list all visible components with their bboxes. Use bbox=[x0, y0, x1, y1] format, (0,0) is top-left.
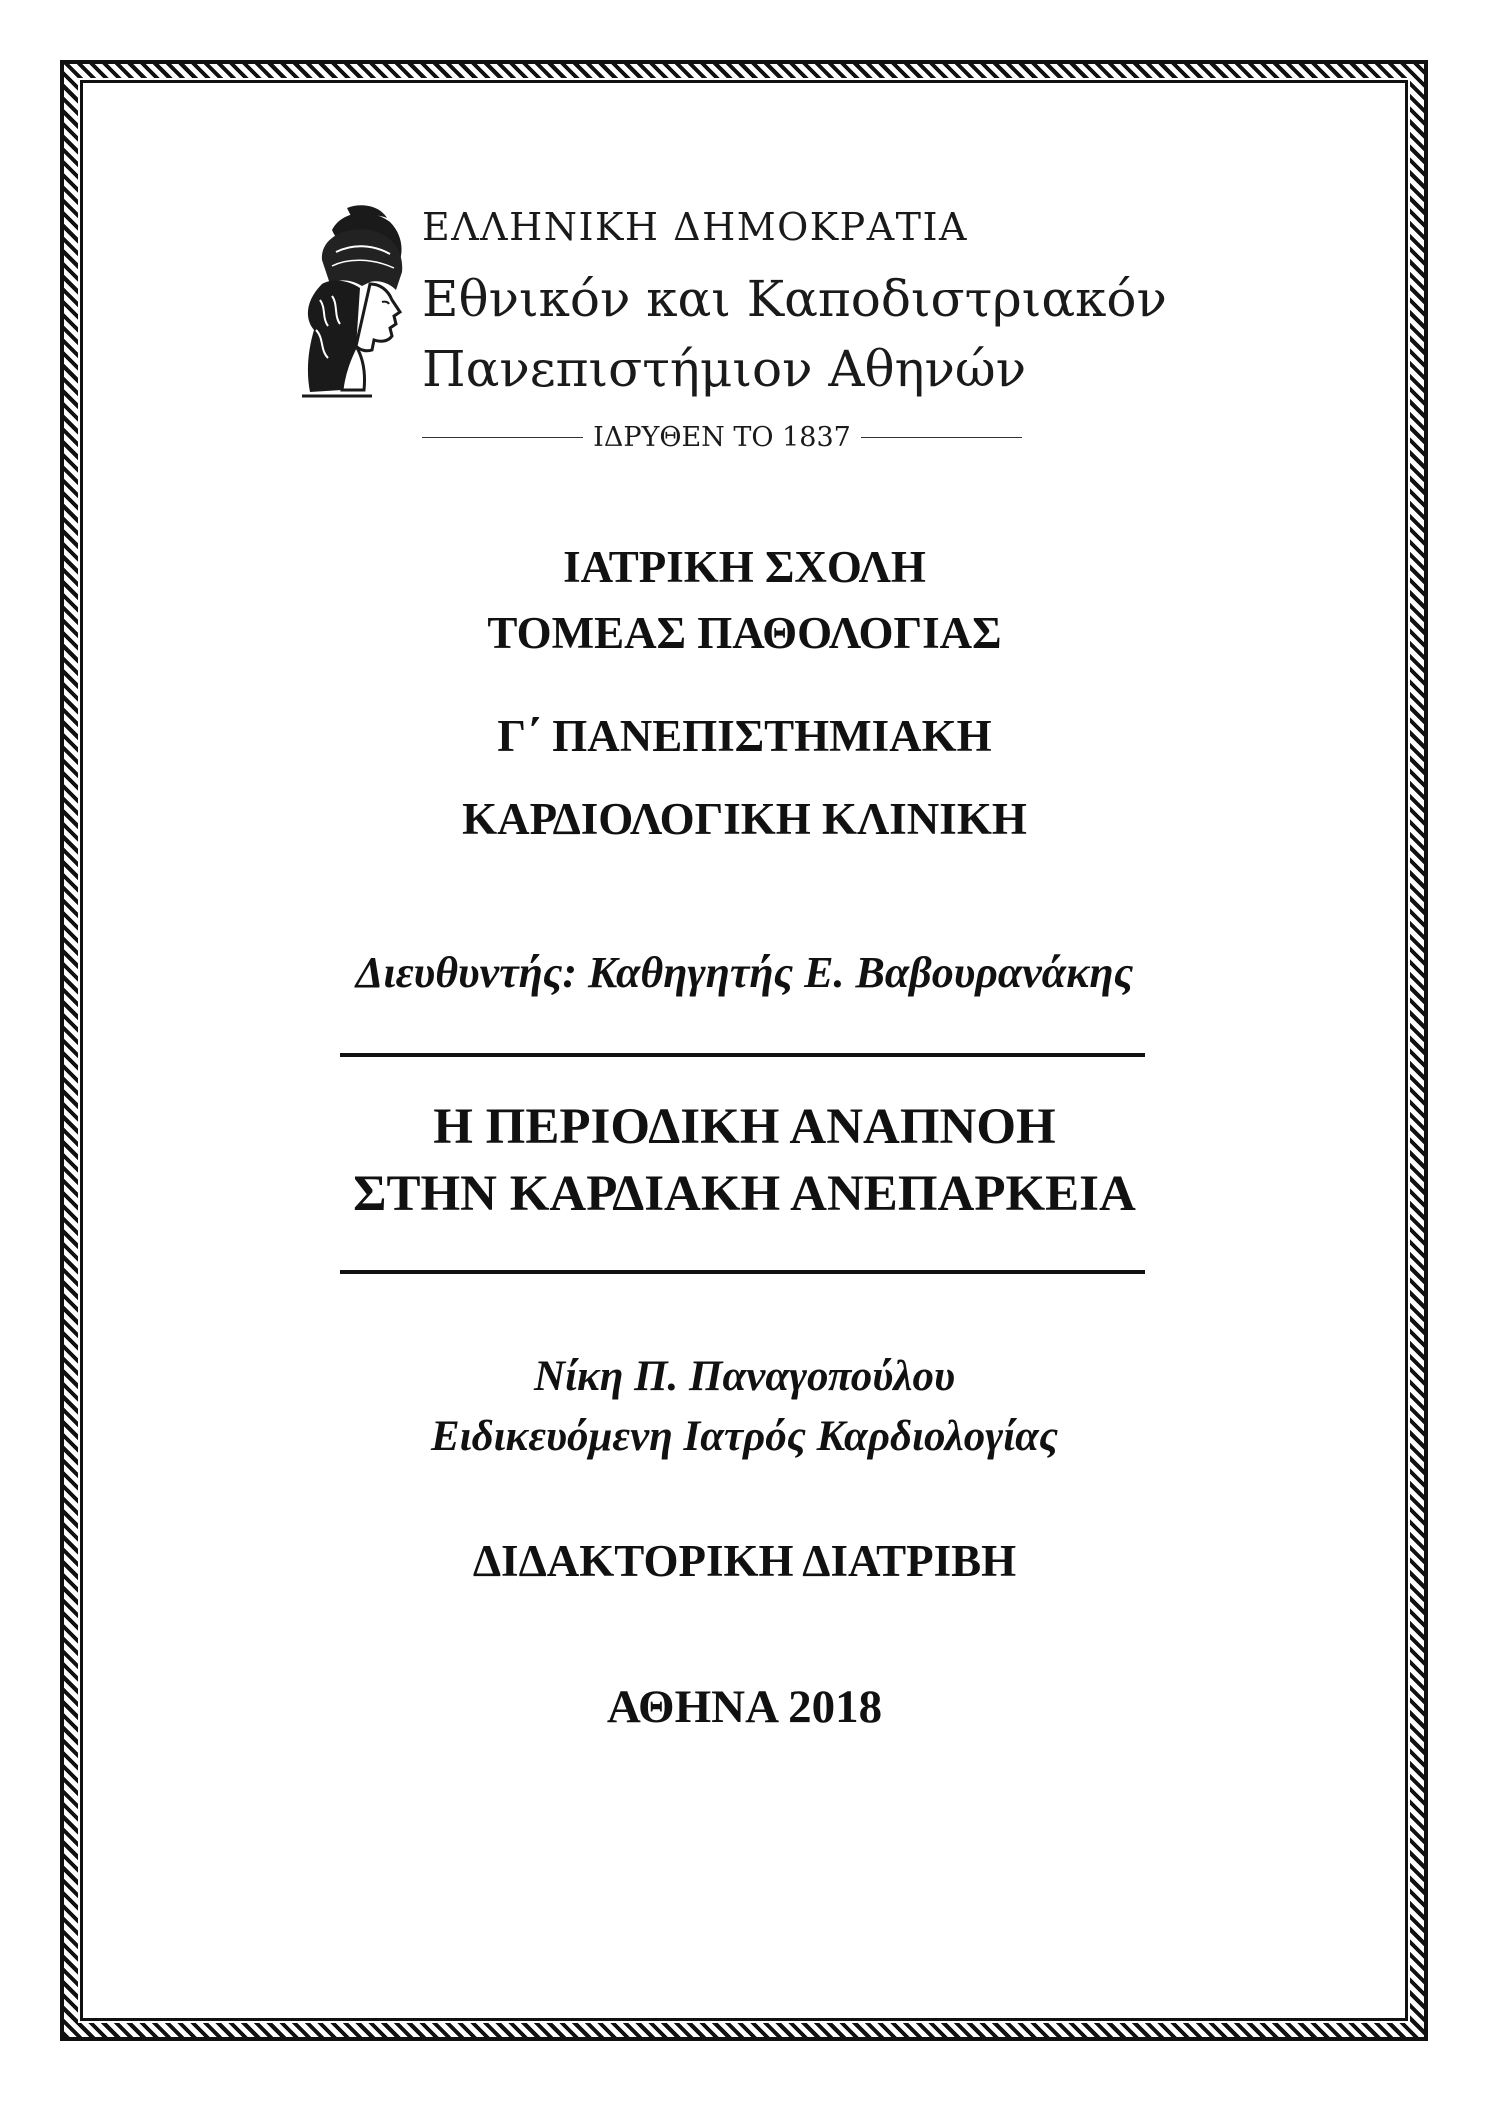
clinic-name-line1: Γ΄ ΠΑΝΕΠΙΣΤΗΜΙΑΚΗ bbox=[497, 711, 992, 761]
clinic-name-line2: ΚΑΡΔΙΟΛΟΓΙΚΗ ΚΛΙΝΙΚΗ bbox=[462, 794, 1027, 844]
place-year: ΑΘΗΝΑ 2018 bbox=[606, 1681, 883, 1733]
school-name: ΙΑΤΡΙΚΗ ΣΧΟΛΗ bbox=[563, 542, 926, 592]
thesis-title-line1: Η ΠΕΡΙΟΔΙΚΗ ΑΝΑΠΝΟΗ bbox=[433, 1099, 1056, 1155]
title-divider-bottom bbox=[340, 1270, 1145, 1274]
author-role: Ειδικευόμενη Ιατρός Καρδιολογίας bbox=[430, 1413, 1059, 1460]
athena-head-icon bbox=[292, 200, 422, 410]
founded-text: ΙΔΡΥΘΕΝ ΤΟ 1837 bbox=[593, 422, 851, 453]
title-divider-top bbox=[340, 1053, 1145, 1057]
founded-line bbox=[422, 422, 1022, 453]
department-name: ΤΟΜΕΑΣ ΠΑΘΟΛΟΓΙΑΣ bbox=[487, 608, 1002, 658]
founded-rule-right bbox=[861, 437, 1022, 438]
university-name-line2: Πανεπιστήμιον Αθηνών bbox=[422, 340, 1027, 398]
author-name: Νίκη Π. Παναγοπούλου bbox=[533, 1353, 956, 1400]
founded-rule-left bbox=[422, 437, 583, 438]
director: Διευθυντής: Καθηγητής Ε. Βαβουρανάκης bbox=[355, 948, 1134, 997]
university-name-line1: Εθνικόν και Καποδιστριακόν bbox=[422, 270, 1167, 328]
thesis-type: ΔΙΔΑΚΤΟΡΙΚΗ ΔΙΑΤΡΙΒΗ bbox=[472, 1536, 1017, 1586]
university-country: ΕΛΛΗΝΙΚΗ ΔΗΜΟΚΡΑΤΙΑ bbox=[422, 205, 968, 249]
thesis-title-line2: ΣΤΗΝ ΚΑΡΔΙΑΚΗ ΑΝΕΠΑΡΚΕΙΑ bbox=[353, 1166, 1136, 1222]
